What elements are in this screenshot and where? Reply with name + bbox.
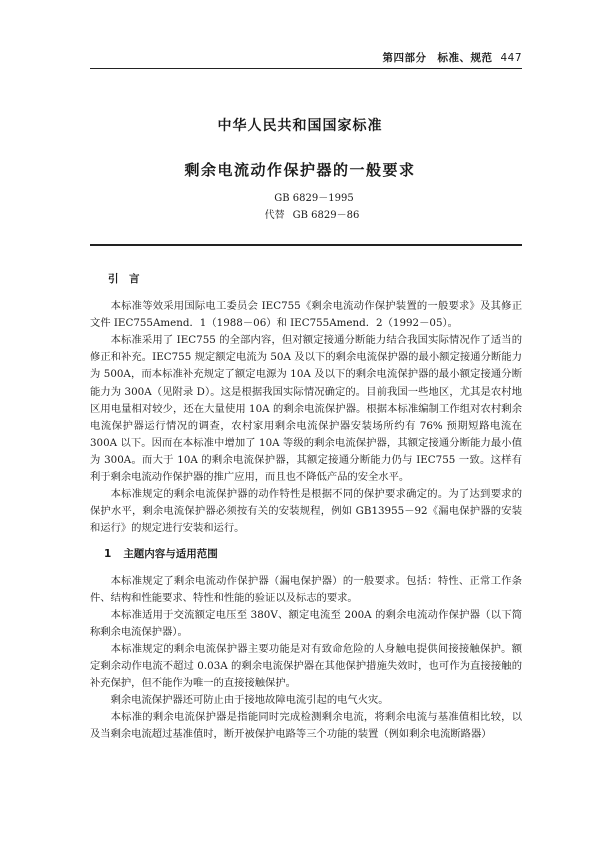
standard-codes: [0, 190, 600, 224]
document-body: [90, 265, 522, 743]
standard-code: GB 6829－1995: [274, 193, 354, 204]
standard-replaces: [0, 207, 600, 224]
body-paragraph: 本标准规定的剩余电流保护器的动作特性是根据不同的保护要求确定的。为了达到要求的保护水平，剩余电流保护器必须按有关的安装规程，例如 GB13955－92《漏电保护器的安装和运行》的规定进行安装和运行。: [90, 488, 522, 535]
section-heading-scope: [104, 546, 522, 563]
replaces-label: 代替: [264, 210, 285, 221]
standard-header: [0, 115, 600, 180]
replaces-code: GB 6829－86: [292, 210, 360, 221]
page-number: 447: [500, 52, 522, 64]
standard-title: 剩余电流动作保护器的一般要求: [184, 161, 416, 179]
body-paragraph: 本标准规定了剩余电流动作保护器（漏电保护器）的一般要求。包括：特性、正常工作条件、结构和性能要求、特性和性能的验证以及标志的要求。: [90, 574, 522, 604]
section-title: 主题内容与适用范围: [123, 548, 218, 561]
running-header: [90, 46, 522, 69]
section-heading-introduction: 引 言: [108, 273, 140, 285]
standard-organization: 中华人民共和国国家标准: [217, 118, 383, 134]
section-number: 1: [104, 548, 112, 561]
header-divider: [90, 244, 522, 246]
body-paragraph: 本标准规定的剩余电流保护器主要功能是对有致命危险的人身触电提供间接接触保护。额定剩余动作电流不超过 0.03A 的剩余电流保护器在其他保护措施失效时，也可作为直接接触的补充保护，但不能作为唯一的直接接触保护。: [90, 642, 522, 690]
body-paragraph: 本标准等效采用国际电工委员会 IEC755《剩余电流动作保护装置的一般要求》及其修正文件 IEC755Amend．1（1988－06）和 IEC755Amend．2（1992－05）。: [90, 300, 522, 330]
body-paragraph: 剩余电流保护器还可防止由于接地故障电流引起的电气火灾。: [110, 694, 389, 707]
running-header-section: 第四部分 标准、规范: [382, 52, 493, 64]
body-paragraph: 本标准采用了 IEC755 的全部内容，但对额定接通分断能力结合我国实际情况作了适当的修正和补充。IEC755 规定额定电流为 50A 及以下的剩余电流保护器的最小额定接通分断能力为 500A，而本标准补充规定了额定电源为 10A 及以下的剩余电流保护器的最小额定接通分断能力为 300A（见附录 D）。这是根据我国实际情况确定的。目前我国一些地区，尤其是农村地区用电量相对较少，还在大量使用 10A 的剩余电流保护器。根据本标准编制工作组对农村剩余电流保护器运行情况的调查，农村家用剩余电流保护器安装场所约有 76% 预期短路电流在 300A 以下。因而在本标准中增加了 10A 等级的剩余电流保护器，其额定接通分断能力最小值为 300A。而大于 10A 的剩余电流保护器，其额定接通分断能力仍与 IEC755 一致。这样有利于剩余电流动作保护器的推广应用，而且也不降低产品的安全水平。: [90, 334, 522, 484]
body-paragraph: 本标准的剩余电流保护器是指能同时完成检测剩余电流，将剩余电流与基准值相比较，以及当剩余电流超过基准值时，断开被保护电路等三个功能的装置（例如剩余电流断路器）: [90, 711, 522, 741]
running-header-text: [382, 50, 522, 65]
body-paragraph: 本标准适用于交流额定电压至 380V、额定电流至 200A 的剩余电流动作保护器（以下简称剩余电流保护器）。: [90, 608, 522, 638]
